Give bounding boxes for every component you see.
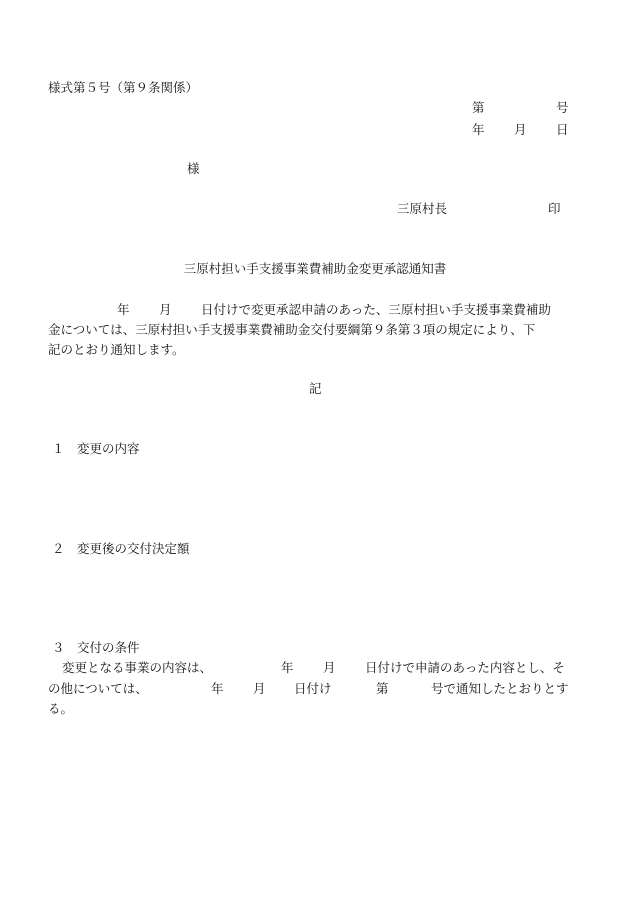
conditions-line-2-dai: 第	[376, 681, 389, 696]
conditions-line-3: る。	[48, 701, 74, 716]
ref-dai-label: 第	[472, 100, 485, 115]
section-grant-conditions: ３ 交付の条件	[52, 640, 140, 655]
seal-mark: 印	[548, 201, 561, 216]
issuer-name: 三原村長	[397, 201, 448, 216]
conditions-line-1-rest: 日付けで申請のあった内容とし、そ	[365, 660, 565, 675]
ref-go-label: 号	[556, 100, 569, 115]
body-line-3: 記のとおり通知します。	[48, 342, 185, 357]
conditions-line-2a: の他については、	[48, 681, 148, 696]
ki-label: 記	[309, 381, 322, 396]
addressee-sama: 様	[187, 161, 200, 176]
section-new-grant-amount: ２ 変更後の交付決定額	[52, 541, 190, 556]
body-line-1: 日付けで変更承認申請のあった、三原村担い手支援事業費補助	[201, 302, 551, 317]
body-line-2: 金については、三原村担い手支援事業費補助金交付要綱第９条第３項の規定により、下	[48, 322, 536, 337]
conditions-line-1-month: 月	[323, 660, 336, 675]
section-change-content: １ 変更の内容	[52, 441, 140, 456]
form-number: 様式第５号（第９条関係）	[48, 80, 199, 95]
conditions-line-1-year: 年	[281, 660, 294, 675]
body-year-label: 年	[117, 302, 130, 317]
date-year-label: 年	[472, 122, 485, 137]
date-month-label: 月	[514, 122, 527, 137]
conditions-line-2-date: 日付け	[294, 681, 332, 696]
conditions-line-2-rest: 号で通知したとおりとす	[431, 681, 569, 696]
conditions-line-1a: 変更となる事業の内容は、	[62, 660, 213, 675]
conditions-line-2-year: 年	[211, 681, 224, 696]
date-day-label: 日	[556, 122, 569, 137]
conditions-line-2-month: 月	[253, 681, 266, 696]
body-month-label: 月	[159, 302, 172, 317]
document-title: 三原村担い手支援事業費補助金変更承認通知書	[183, 261, 447, 276]
